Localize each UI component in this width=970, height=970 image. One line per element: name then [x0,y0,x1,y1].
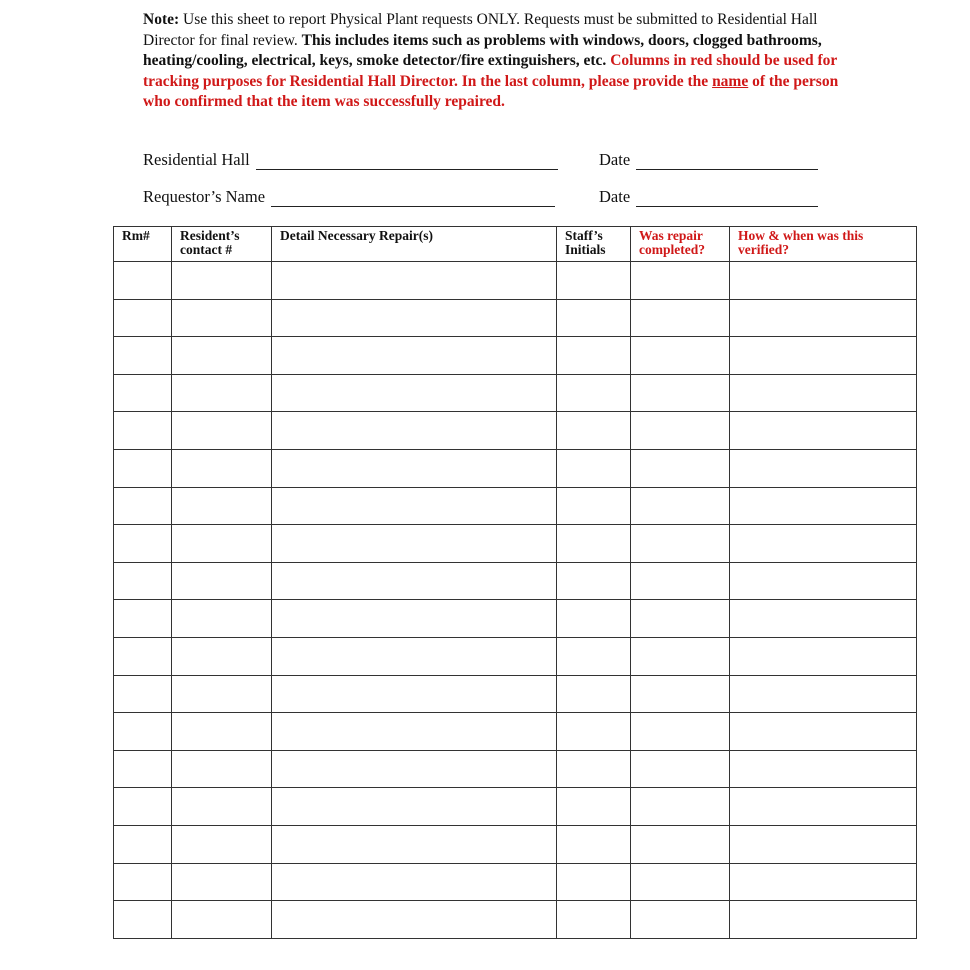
table-row [114,675,917,713]
table-cell[interactable] [172,637,272,675]
note-red-text-b: of the person who confirmed that the item was successfully repaired. [143,72,839,110]
table-row [114,337,917,375]
table-cell[interactable] [557,412,631,450]
table-cell[interactable] [114,337,172,375]
table-cell[interactable] [114,374,172,412]
table-cell[interactable] [631,337,730,375]
table-cell[interactable] [172,262,272,300]
table-cell[interactable] [730,374,917,412]
table-cell[interactable] [631,788,730,826]
table-row [114,262,917,300]
table-cell[interactable] [557,675,631,713]
table-cell[interactable] [730,788,917,826]
table-cell[interactable] [114,675,172,713]
table-cell[interactable] [730,449,917,487]
table-cell[interactable] [730,901,917,939]
table-cell[interactable] [631,637,730,675]
table-cell[interactable] [631,600,730,638]
table-cell[interactable] [272,412,557,450]
header-rm: Rm# [114,227,172,262]
table-cell[interactable] [172,825,272,863]
table-cell[interactable] [730,750,917,788]
table-cell[interactable] [557,863,631,901]
date-label-2: Date [599,187,631,206]
table-cell[interactable] [730,713,917,751]
table-cell[interactable] [631,901,730,939]
table-cell[interactable] [557,637,631,675]
table-row [114,788,917,826]
table-cell[interactable] [272,901,557,939]
table-row [114,487,917,525]
table-row [114,825,917,863]
date-field-2 [599,187,818,207]
table-cell[interactable] [272,788,557,826]
header-staff-initials: Staff’s Initials [557,227,631,262]
repair-request-table [113,226,917,939]
table-cell[interactable] [114,412,172,450]
header-verified: How & when was this verified? [730,227,917,262]
table-cell[interactable] [272,337,557,375]
table-cell[interactable] [631,675,730,713]
table-cell[interactable] [172,750,272,788]
table-cell[interactable] [557,487,631,525]
table-cell[interactable] [557,750,631,788]
table-cell[interactable] [272,487,557,525]
table-cell[interactable] [730,299,917,337]
header-detail-repair: Detail Necessary Repair(s) [272,227,557,262]
table-cell[interactable] [730,262,917,300]
table-row [114,750,917,788]
table-cell[interactable] [631,525,730,563]
table-cell[interactable] [272,863,557,901]
table-row [114,449,917,487]
table-cell[interactable] [172,788,272,826]
table-row [114,412,917,450]
table-cell[interactable] [172,600,272,638]
table-cell[interactable] [272,525,557,563]
date-field-1 [599,150,818,170]
table-cell[interactable] [730,675,917,713]
note-bold-text: This includes items such as problems with windows, doors, clogged bathrooms, heating/cooling, electrical, keys, smoke detector/fire extinguishers, etc. [143,31,822,69]
table-cell[interactable] [272,675,557,713]
residential-hall-blank[interactable] [256,155,558,170]
table-body [114,262,917,939]
table-cell[interactable] [730,825,917,863]
table-cell[interactable] [557,337,631,375]
table-cell[interactable] [557,825,631,863]
table-cell[interactable] [272,299,557,337]
table-cell[interactable] [272,825,557,863]
table-header-row [114,227,917,262]
table-cell[interactable] [172,374,272,412]
residential-hall-label: Residential Hall [143,150,250,169]
table-cell[interactable] [730,637,917,675]
table-cell[interactable] [730,863,917,901]
table-cell[interactable] [631,487,730,525]
header-resident-contact: Resident’s contact # [172,227,272,262]
table-cell[interactable] [557,299,631,337]
header-repair-completed: Was repair completed? [631,227,730,262]
table-cell[interactable] [272,262,557,300]
requestor-name-label: Requestor’s Name [143,187,266,206]
table-cell[interactable] [272,449,557,487]
table-cell[interactable] [730,600,917,638]
table-cell[interactable] [730,487,917,525]
table-cell[interactable] [631,863,730,901]
table-cell[interactable] [557,525,631,563]
note-red-text-a: Columns in red should be used for tracking purposes for Residential Hall Director. In the last column, please provide the [143,52,838,90]
table-cell[interactable] [557,374,631,412]
table-cell[interactable] [172,562,272,600]
table-cell[interactable] [557,562,631,600]
residential-hall-field [143,150,558,170]
table-cell[interactable] [557,788,631,826]
table-cell[interactable] [114,750,172,788]
table-cell[interactable] [114,525,172,563]
table-cell[interactable] [114,901,172,939]
date-blank-2[interactable] [636,192,818,207]
table-cell[interactable] [172,863,272,901]
table-cell[interactable] [114,262,172,300]
table-cell[interactable] [114,449,172,487]
table-cell[interactable] [114,825,172,863]
table-cell[interactable] [172,449,272,487]
table-cell[interactable] [114,600,172,638]
table-cell[interactable] [172,337,272,375]
table-cell[interactable] [272,750,557,788]
note-plain-text: Use this sheet to report Physical Plant requests ONLY. Requests must be submitted to Residential Hall Director for final review. [143,11,818,49]
table-cell[interactable] [730,337,917,375]
table-cell[interactable] [172,675,272,713]
table-cell[interactable] [631,562,730,600]
table-cell[interactable] [114,788,172,826]
table-row [114,637,917,675]
table-cell[interactable] [114,713,172,751]
table-cell[interactable] [272,637,557,675]
table-cell[interactable] [114,299,172,337]
table-cell[interactable] [272,713,557,751]
date-blank-1[interactable] [636,155,818,170]
table-cell[interactable] [631,299,730,337]
table-cell[interactable] [172,412,272,450]
table-row [114,713,917,751]
table-cell[interactable] [557,262,631,300]
table-cell[interactable] [557,901,631,939]
table-cell[interactable] [114,863,172,901]
note-red-underlined: name [712,72,749,90]
table-row [114,525,917,563]
table-cell[interactable] [631,713,730,751]
table-cell[interactable] [114,562,172,600]
table-cell[interactable] [172,901,272,939]
table-cell[interactable] [172,299,272,337]
table-cell[interactable] [730,562,917,600]
table-cell[interactable] [631,412,730,450]
table-cell[interactable] [272,374,557,412]
table-cell[interactable] [114,487,172,525]
table-row [114,901,917,939]
table-cell[interactable] [557,449,631,487]
table-row [114,600,917,638]
table-cell[interactable] [730,412,917,450]
table-cell[interactable] [557,600,631,638]
table-row [114,299,917,337]
table-cell[interactable] [631,449,730,487]
table-cell[interactable] [631,825,730,863]
table-cell[interactable] [172,487,272,525]
table-cell[interactable] [631,374,730,412]
table-cell[interactable] [272,600,557,638]
table-cell[interactable] [114,637,172,675]
requestor-name-field [143,187,555,207]
instructions-note [143,10,843,113]
table-cell[interactable] [557,713,631,751]
table-row [114,374,917,412]
table-cell[interactable] [730,525,917,563]
table-row [114,863,917,901]
requestor-name-blank[interactable] [271,192,555,207]
table-cell[interactable] [172,525,272,563]
table-cell[interactable] [172,713,272,751]
note-label: Note: [143,11,180,28]
table-row [114,562,917,600]
date-label-1: Date [599,150,631,169]
table-cell[interactable] [631,262,730,300]
table-cell[interactable] [631,750,730,788]
table-cell[interactable] [272,562,557,600]
